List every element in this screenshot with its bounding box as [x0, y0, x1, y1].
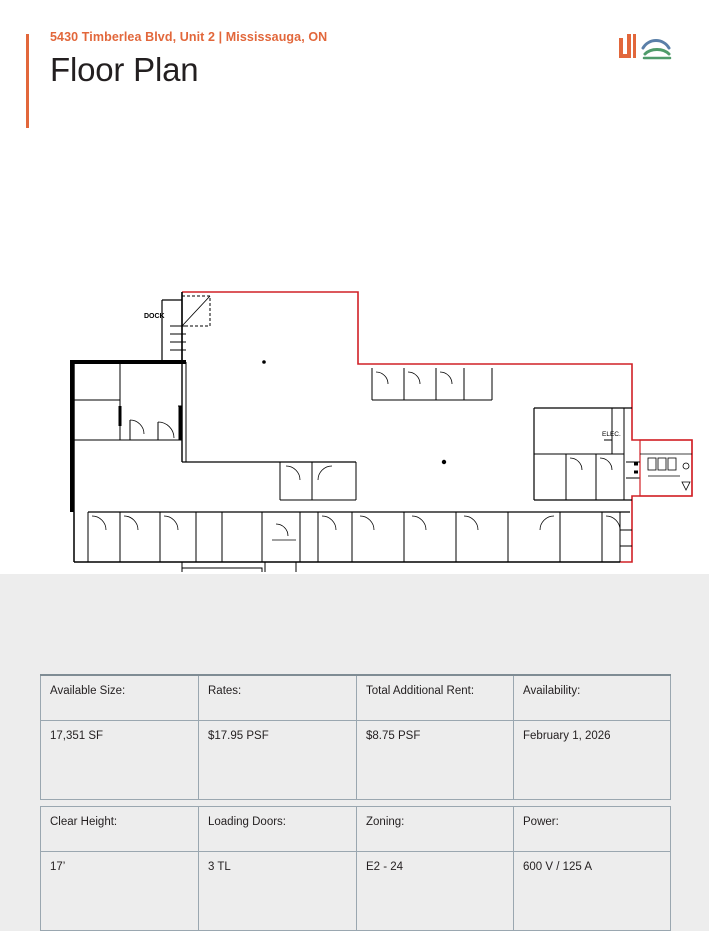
spec-label: Available Size:	[41, 675, 199, 721]
spec-label: Zoning:	[357, 807, 514, 852]
spacer-cell	[514, 800, 671, 807]
spec-value: E2 - 24	[357, 852, 514, 931]
spec-label: Loading Doors:	[199, 807, 357, 852]
floor-plan-drawing	[0, 110, 709, 572]
spacer-cell	[357, 800, 514, 807]
spec-value: 600 V / 125 A	[514, 852, 671, 931]
page-header	[0, 0, 709, 110]
property-specs-table	[40, 674, 670, 931]
table-spacer-row	[41, 800, 671, 807]
spec-value: $17.95 PSF	[199, 721, 357, 800]
spec-value: $8.75 PSF	[357, 721, 514, 800]
spec-label: Power:	[514, 807, 671, 852]
spacer-cell	[199, 800, 357, 807]
spacer-cell	[41, 800, 199, 807]
spec-value: February 1, 2026	[514, 721, 671, 800]
spec-value: 17,351 SF	[41, 721, 199, 800]
spec-label: Rates:	[199, 675, 357, 721]
table-row	[41, 675, 671, 721]
page-title: Floor Plan	[50, 51, 199, 88]
floorplan-label-elec: ELEC.	[602, 431, 621, 438]
spec-value: 17’	[41, 852, 199, 931]
spec-label: Availability:	[514, 675, 671, 721]
floorplan-label-dock: DOCK	[144, 313, 165, 320]
spec-value: 3 TL	[199, 852, 357, 931]
company-logo	[617, 32, 687, 66]
table-row	[41, 807, 671, 852]
spec-label: Clear Height:	[41, 807, 199, 852]
property-address: 5430 Timberlea Blvd, Unit 2 | Mississauga, ON	[50, 30, 328, 44]
spec-label: Total Additional Rent:	[357, 675, 514, 721]
table-row	[41, 852, 671, 931]
table-row	[41, 721, 671, 800]
